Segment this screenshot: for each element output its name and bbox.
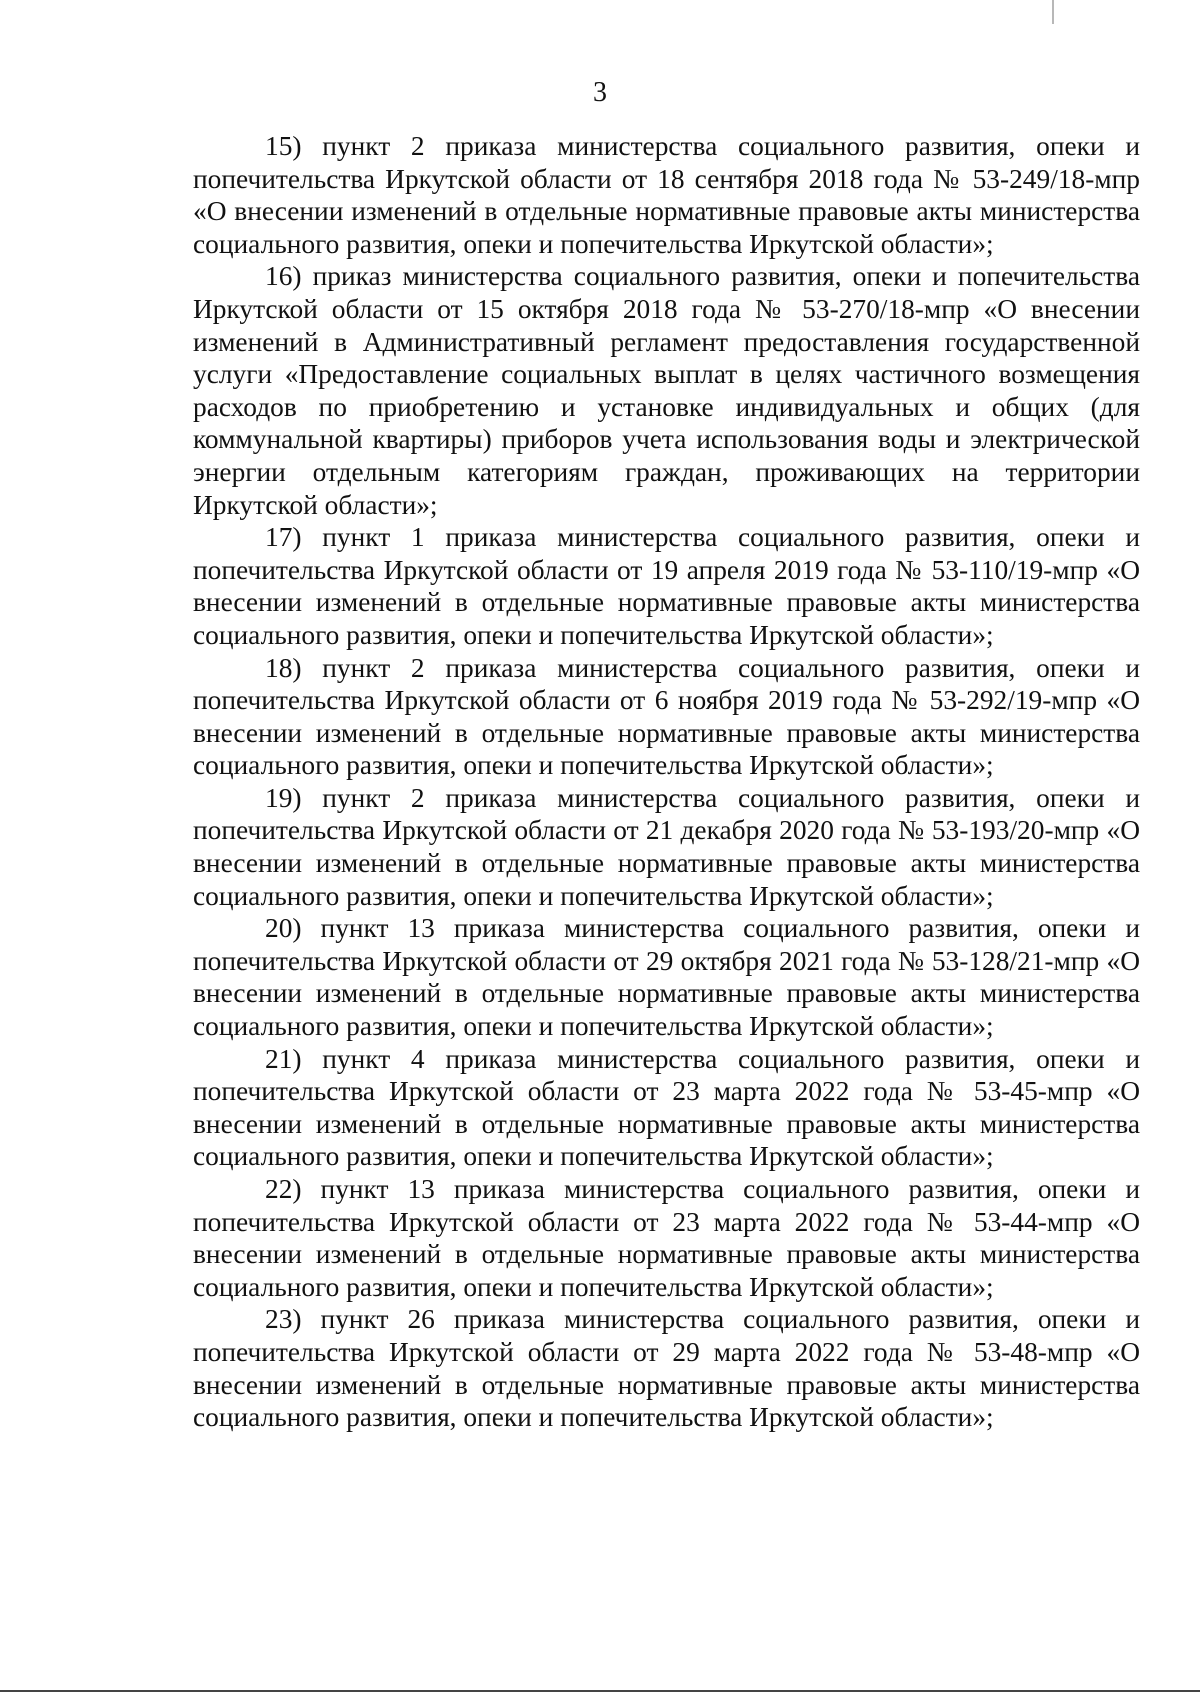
paragraph-item-23: 23) пункт 26 приказа министерства социального развития, опеки и попечительства Иркутской области от 29 марта 2022 года № 53-48-мпр «О внесении изменений в отдельные нормативные правовые акты министерства социального развития, опеки и попечительства Иркутской области»; [193,1304,1140,1433]
paragraph-item-21: 21) пункт 4 приказа министерства социального развития, опеки и попечительства Иркутской области от 23 марта 2022 года № 53-45-мпр «О внесении изменений в отдельные нормативные правовые акты министерства социального развития, опеки и попечительства Иркутской области»; [193,1043,1140,1172]
paragraph-item-15: 15) пункт 2 приказа министерства социального развития, опеки и попечительства Иркутской области от 18 сентября 2018 года № 53-249/18-мпр «О внесении изменений в отдельные нормативные правовые акты министерства социального развития, опеки и попечительства Иркутской области»; [193,131,1140,259]
paragraph-item-20: 20) пункт 13 приказа министерства социального развития, опеки и попечительства Иркутской области от 29 октября 2021 года № 53-128/21-мпр «О внесении изменений в отдельные нормативные правовые акты министерства социального развития, опеки и попечительства Иркутской области»; [193,913,1140,1042]
paragraph-item-22: 22) пункт 13 приказа министерства социального развития, опеки и попечительства Иркутской области от 23 марта 2022 года № 53-44-мпр «О внесении изменений в отдельные нормативные правовые акты министерства социального развития, опеки и попечительства Иркутской области»; [193,1174,1140,1302]
paragraph-item-19: 19) пункт 2 приказа министерства социального развития, опеки и попечительства Иркутской области от 21 декабря 2020 года № 53-193/20-мпр «О внесении изменений в отдельные нормативные правовые акты министерства социального развития, опеки и попечительства Иркутской области»; [193,782,1140,911]
scan-edge-mark [1052,0,1054,24]
bottom-edge-line [0,1690,1200,1692]
paragraph-item-18: 18) пункт 2 приказа министерства социального развития, опеки и попечительства Иркутской области от 6 ноября 2019 года № 53-292/19-мпр «О внесении изменений в отдельные нормативные правовые акты министерства социального развития, опеки и попечительства Иркутской области»; [193,652,1140,781]
paragraph-item-17: 17) пункт 1 приказа министерства социального развития, опеки и попечительства Иркутской области от 19 апреля 2019 года № 53-110/19-мпр «О внесении изменений в отдельные нормативные правовые акты министерства социального развития, опеки и попечительства Иркутской области»; [193,522,1140,650]
paragraph-item-16: 16) приказ министерства социального развития, опеки и попечительства Иркутской области от 15 октября 2018 года № 53-270/18-мпр «О внесении изменений в Административный регламент предоставления государственной услуги «Предоставление социальных выплат в целях частичного возмещения расходов по приобретению и установке индивидуальных и общих (для коммунальной квартиры) приборов учета использования воды и электрической энергии отдельным категориям граждан, проживающих на территории Иркутской области»; [193,261,1140,520]
document-body [193,130,1140,1434]
page-number: 3 [593,77,607,108]
